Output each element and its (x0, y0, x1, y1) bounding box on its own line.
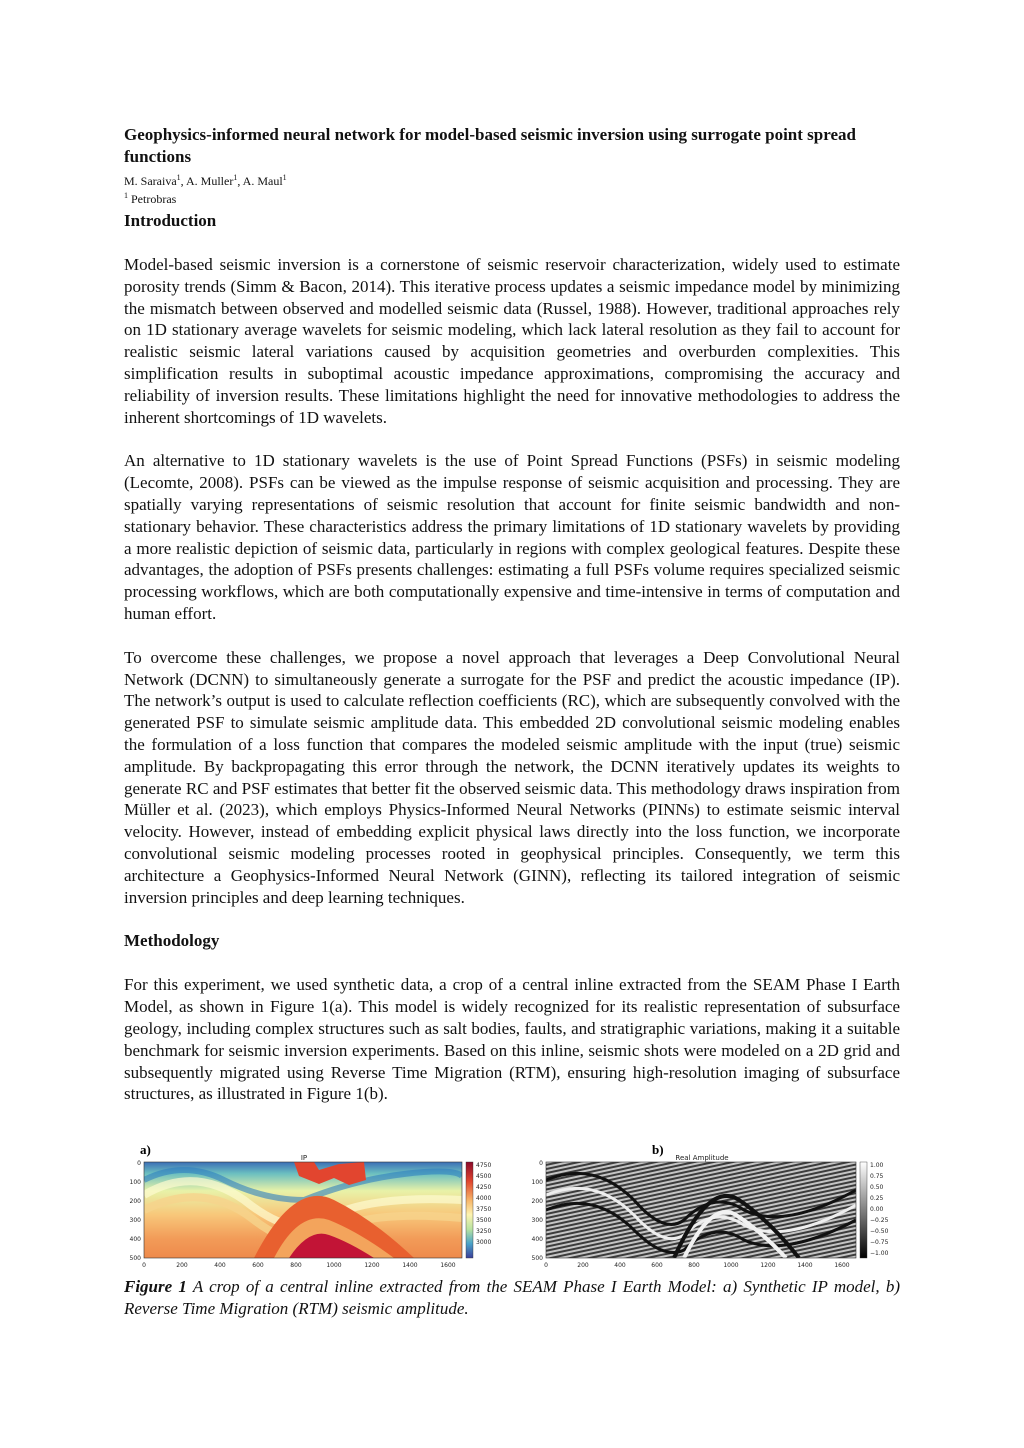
y-tick-label: 300 (129, 1217, 141, 1224)
author-affiliation-mark: 1 (176, 173, 181, 182)
section-heading-methodology: Methodology (124, 931, 220, 951)
x-tick-label: 800 (688, 1262, 700, 1269)
colorbar-tick-label: 4000 (476, 1195, 492, 1202)
x-tick-label: 0 (142, 1262, 146, 1269)
colorbar-tick-label: 4500 (476, 1173, 492, 1180)
x-tick-label: 1000 (326, 1262, 342, 1269)
colorbar-tick-label: −0.75 (870, 1239, 889, 1246)
affiliation-number: 1 (124, 191, 128, 200)
author-list: M. Saraiva$^1$, A. Muller$^1$, A. Maul$^1$ (124, 173, 287, 188)
colorbar-tick-label: 3750 (476, 1206, 492, 1213)
y-axis-ticks-b (532, 1160, 544, 1262)
x-tick-label: 1600 (440, 1262, 456, 1269)
ip-model-image (144, 1162, 462, 1258)
figure-caption-text: A crop of a central inline extracted from the SEAM Phase I Earth Model: a) Synthetic IP model, b) Reverse Time Migration (RTM) seismic amplitude. (124, 1277, 901, 1318)
colorbar-tick-label: −0.50 (870, 1228, 889, 1235)
figure-caption (124, 1276, 900, 1320)
colorbar-tick-label: −1.00 (870, 1250, 889, 1257)
panel-title-b: Real Amplitude (675, 1154, 729, 1162)
x-tick-label: 200 (577, 1262, 589, 1269)
x-axis-ticks-a (142, 1262, 456, 1269)
y-tick-label: 200 (129, 1198, 141, 1205)
paper-body (124, 124, 900, 1105)
colorbar-tick-label: 1.00 (870, 1162, 884, 1169)
author-name: A. Muller (186, 174, 234, 188)
colorbar-ticks-b (870, 1162, 889, 1257)
author-affiliation-mark: 1 (282, 173, 287, 182)
panel-label-a: a) (140, 1142, 151, 1157)
x-tick-label: 1400 (402, 1262, 418, 1269)
panel-title-a: IP (300, 1154, 308, 1162)
x-tick-label: 800 (290, 1262, 302, 1269)
figure-1 (124, 1140, 900, 1274)
x-tick-label: 400 (214, 1262, 226, 1269)
colorbar-ticks-a (476, 1162, 491, 1246)
panel-label-b: b) (652, 1142, 664, 1157)
x-tick-label: 1200 (364, 1262, 380, 1269)
paragraph: Model-based seismic inversion is a cornerstone of seismic reservoir characterization, widely used to estimate porosity trends (Simm & Bacon, 2014). This iterative process updates a seismic impedance model by minimizing the mismatch between observed and modelled seismic data (Russel, 1988). However, traditional approaches rely on 1D stationary average wavelets for seismic modeling, which lack lateral resolution as they fail to account for realistic seismic lateral variations caused by acquisition geometries and overburden complexities. This simplification results in suboptimal acoustic impedance approximations, compromising the accuracy and reliability of inversion results. These limitations highlight the need for innovative methodologies to address the inherent shortcomings of 1D wavelets. (124, 255, 900, 427)
x-tick-label: 0 (544, 1262, 548, 1269)
x-tick-label: 1600 (834, 1262, 850, 1269)
colorbar-a (466, 1162, 473, 1258)
affiliation-name: Petrobras (131, 192, 177, 206)
x-axis-ticks-b (544, 1262, 850, 1269)
x-tick-label: 1200 (760, 1262, 776, 1269)
y-tick-label: 400 (129, 1236, 141, 1243)
author-name: A. Maul (242, 174, 283, 188)
colorbar-tick-label: 0.75 (870, 1173, 884, 1180)
affiliation (124, 189, 900, 206)
x-tick-label: 600 (252, 1262, 264, 1269)
colorbar-tick-label: 0.50 (870, 1184, 884, 1191)
figure-panel-b (524, 1140, 900, 1274)
y-tick-label: 500 (129, 1255, 141, 1262)
colorbar-tick-label: 3000 (476, 1239, 492, 1246)
paragraph: An alternative to 1D stationary wavelets is the use of Point Spread Functions (PSFs) in seismic modeling (Lecomte, 2008). PSFs can be viewed as the impulse response of seismic acquisition and processing. They are spatially varying representations of seismic resolution that account for finite seismic bandwidth and non-stationary behavior. These characteristics address the primary limitations of 1D stationary wavelets by providing a more realistic depiction of seismic data, particularly in regions with complex geological features. Despite these advantages, the adoption of PSFs presents challenges: estimating a full PSFs volume requires specialized seismic processing workflows, which are both computationally expensive and time-intensive in terms of computation and human effort. (124, 451, 900, 623)
colorbar-tick-label: 4750 (476, 1162, 492, 1169)
paragraph: To overcome these challenges, we propose a novel approach that leverages a Deep Convolutional Neural Network (DCNN) to simultaneously generate a surrogate for the PSF and predict the acoustic impedance (IP). The network’s output is used to calculate reflection coefficients (RC), which are subsequently convolved with the generated PSF to simulate seismic amplitude data. This embedded 2D convolutional seismic modeling enables the formulation of a loss function that compares the modeled seismic amplitude with the input (true) seismic amplitude. By backpropagating this error through the network, the DCNN iteratively updates its weights to generate RC and PSF estimates that better fit the observed seismic data. This methodology draws inspiration from Müller et al. (2023), which employs Physics-Informed Neural Networks (PINNs) to estimate seismic interval velocity. However, instead of embedding explicit physical laws directly into the loss function, we incorporate convolutional seismic modeling processes rooted in geophysical principles. Consequently, we term this architecture a Geophysics-Informed Neural Network (GINN), reflecting its tailored integration of seismic inversion principles and deep learning techniques. (124, 647, 900, 907)
rtm-amplitude-image (546, 1162, 856, 1258)
y-tick-label: 0 (539, 1160, 543, 1167)
x-tick-label: 600 (651, 1262, 663, 1269)
y-axis-ticks-a (130, 1160, 142, 1262)
section-heading-introduction: Introduction (124, 211, 217, 230)
x-tick-label: 1400 (797, 1262, 813, 1269)
colorbar-tick-label: 3500 (476, 1217, 492, 1224)
y-tick-label: 100 (531, 1179, 543, 1186)
figure-caption-label: Figure 1 (124, 1277, 187, 1296)
paper-title: Geophysics-informed neural network for model-based seismic inversion using surrogate point spread functions (124, 125, 856, 166)
colorbar-tick-label: 0.25 (870, 1195, 884, 1202)
y-tick-label: 100 (129, 1179, 141, 1186)
colorbar-tick-label: 3250 (476, 1228, 492, 1235)
y-tick-label: 0 (137, 1160, 141, 1167)
y-tick-label: 200 (531, 1198, 543, 1205)
author-name: M. Saraiva (124, 174, 177, 188)
x-tick-label: 1000 (723, 1262, 739, 1269)
colorbar-tick-label: 4250 (476, 1184, 492, 1191)
colorbar-tick-label: 0.00 (870, 1206, 884, 1213)
y-tick-label: 400 (531, 1236, 543, 1243)
x-tick-label: 200 (176, 1262, 188, 1269)
y-tick-label: 300 (531, 1217, 543, 1224)
colorbar-tick-label: −0.25 (870, 1217, 889, 1224)
author-affiliation-mark: 1 (233, 173, 238, 182)
paragraph: For this experiment, we used synthetic data, a crop of a central inline extracted from the SEAM Phase I Earth Model, as shown in Figure 1(a). This model is widely recognized for its realistic representation of subsurface geology, including complex structures such as salt bodies, faults, and stratigraphic variations, making it a suitable benchmark for seismic inversion experiments. Based on this inline, seismic shots were modeled on a 2D grid and subsequently migrated using Reverse Time Migration (RTM), ensuring high-resolution imaging of subsurface structures, as illustrated in Figure 1(b). (124, 975, 900, 1104)
colorbar-b (860, 1162, 867, 1258)
figure-panel-a (124, 1140, 494, 1274)
x-tick-label: 400 (614, 1262, 626, 1269)
y-tick-label: 500 (531, 1255, 543, 1262)
